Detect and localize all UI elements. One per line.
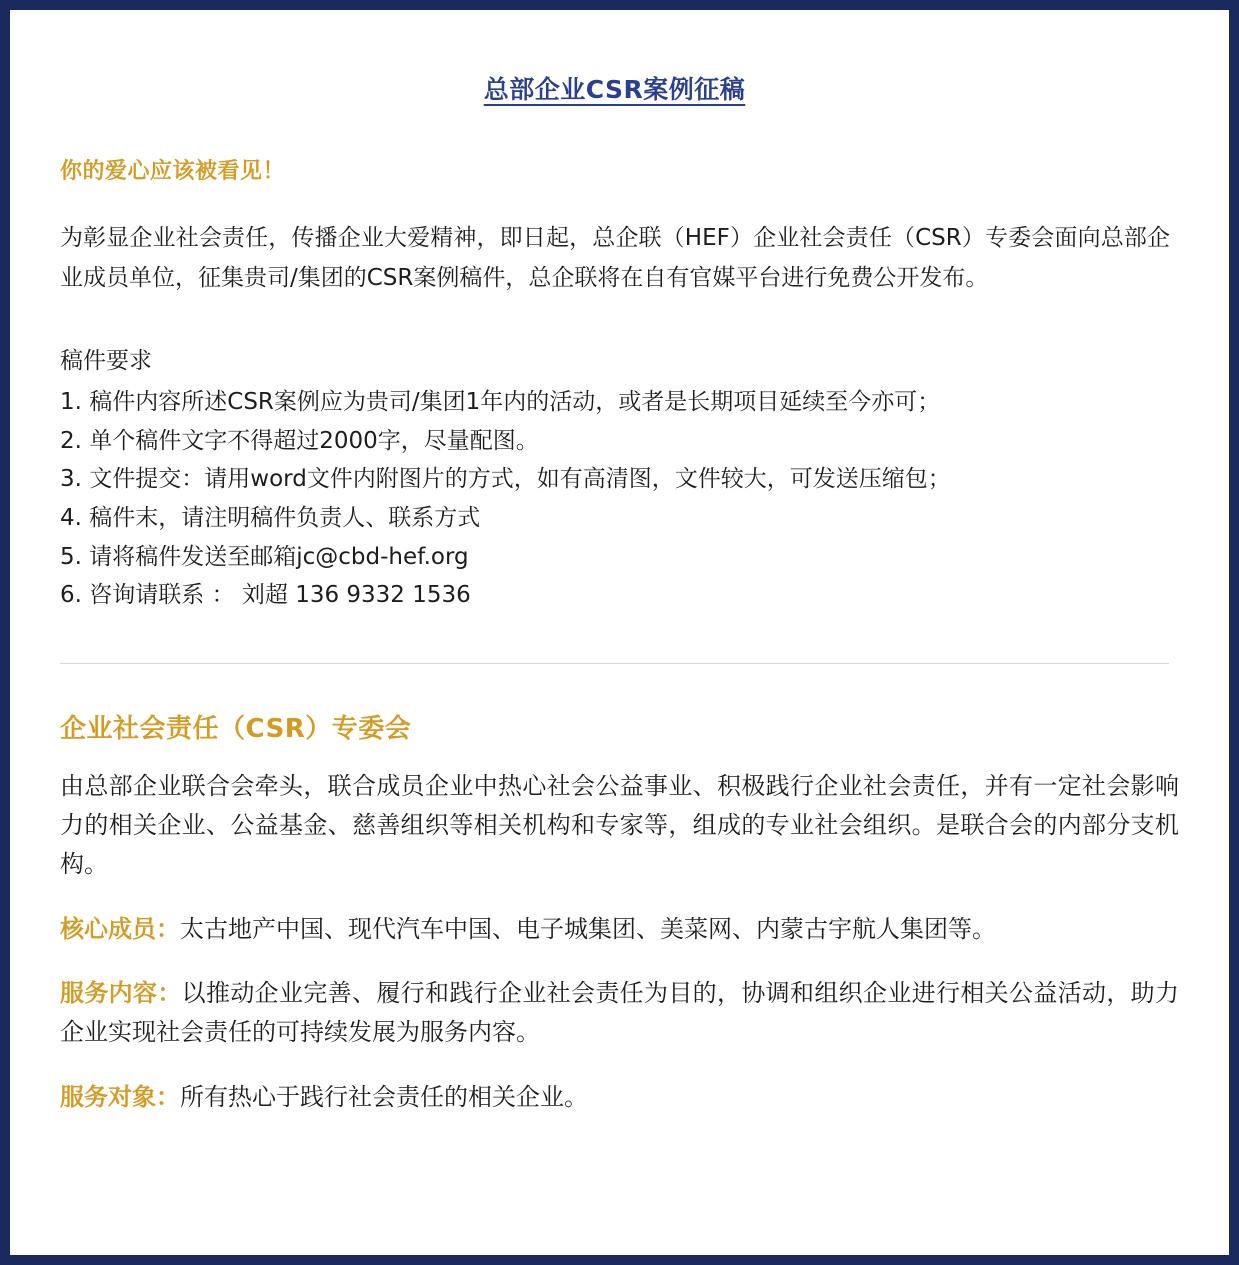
- list-item: 2. 单个稿件文字不得超过2000字，尽量配图。: [60, 427, 539, 454]
- list-item: 6. 咨询请联系 ： 刘超 136 9332 1536: [60, 582, 471, 609]
- field-core-members: [60, 910, 1179, 949]
- page-title: 总部企业CSR案例征稿: [483, 75, 746, 104]
- field-service-content: [60, 974, 1179, 1052]
- section-divider: [60, 663, 1169, 664]
- page-border-top: [0, 0, 1239, 10]
- document-content: [10, 10, 1229, 1255]
- section-description: 由总部企业联合会牵头，联合成员企业中热心社会公益事业、积极践行企业社会责任，并有一定社会影响力的相关企业、公益基金、慈善组织等相关机构和专家等，组成的专业社会组织。是联合会的内部分支机构。: [60, 771, 1179, 878]
- field-service-target: [60, 1078, 1179, 1117]
- field-label: 核心成员：: [60, 914, 180, 943]
- field-label: 服务内容：: [60, 979, 182, 1008]
- requirements-heading: 稿件要求: [60, 348, 152, 375]
- page-border-right: [1229, 0, 1239, 1265]
- list-item: 5. 请将稿件发送至邮箱jc@cbd-hef.org: [60, 543, 469, 570]
- page-border-left: [0, 0, 10, 1265]
- field-value: 所有热心于践行社会责任的相关企业。: [180, 1083, 588, 1112]
- field-label: 服务对象：: [60, 1083, 180, 1112]
- requirements-list: [60, 383, 1179, 615]
- tagline: 你的爱心应该被看见！: [60, 159, 286, 184]
- list-item: 4. 稿件末，请注明稿件负责人、联系方式: [60, 505, 481, 532]
- field-value: 太古地产中国、现代汽车中国、电子城集团、美菜网、内蒙古宇航人集团等。: [180, 914, 996, 943]
- list-item: 3. 文件提交：请用word文件内附图片的方式，如有高清图，文件较大，可发送压缩包；: [60, 466, 951, 493]
- list-item: 1. 稿件内容所述CSR案例应为贵司/集团1年内的活动，或者是长期项目延续至今亦可；: [60, 389, 941, 416]
- page-border-bottom: [0, 1255, 1239, 1265]
- section-title: 企业社会责任（CSR）专委会: [60, 713, 412, 744]
- field-value: 以推动企业完善、履行和践行企业社会责任为目的，协调和组织企业进行相关公益活动，助力企业实现社会责任的可持续发展为服务内容。: [60, 979, 1180, 1047]
- intro-paragraph: 为彰显企业社会责任，传播企业大爱精神，即日起，总企联（HEF）企业社会责任（CSR）专委会面向总部企业成员单位，征集贵司/集团的CSR案例稿件，总企联将在自有官媒平台进行免费公开发布。: [60, 225, 1170, 291]
